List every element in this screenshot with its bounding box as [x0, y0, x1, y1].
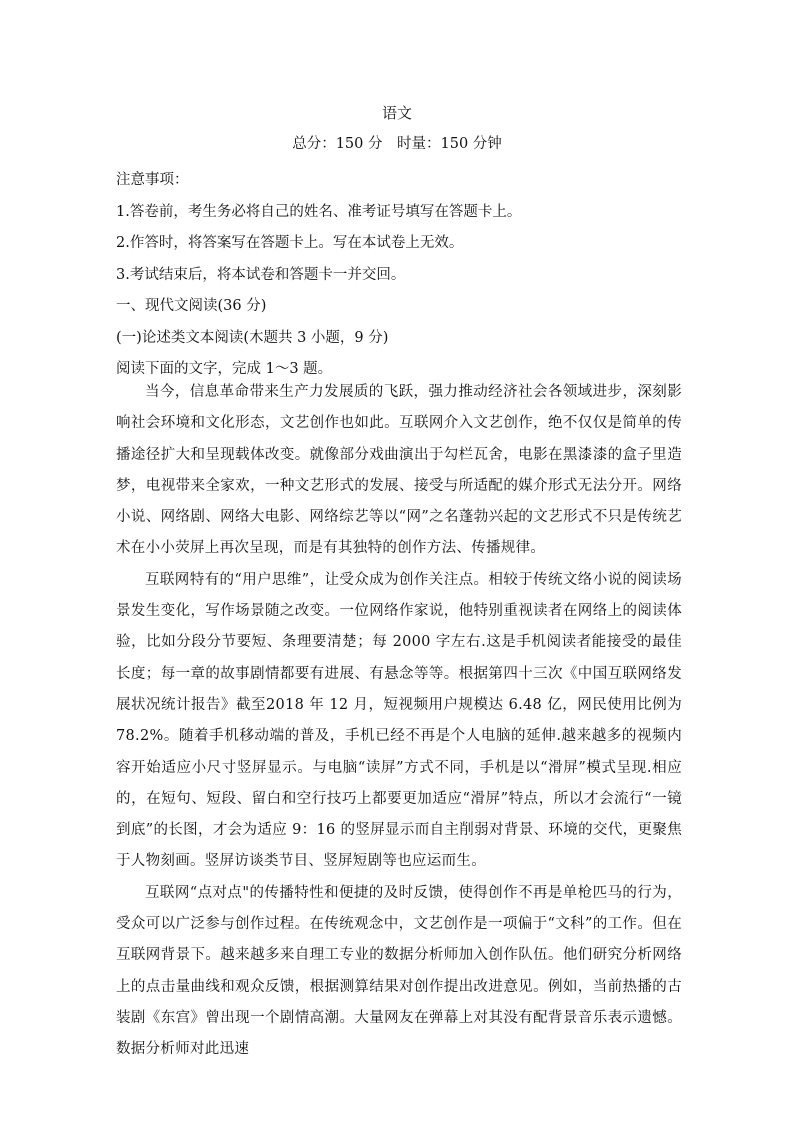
page-subtitle: 总分：150 分 时量：150 分钟: [292, 136, 502, 152]
reading-passage: [116, 377, 682, 1066]
section-heading: 一、现代文阅读(36 分): [116, 298, 267, 314]
notes-heading: 注意事项：: [116, 172, 189, 188]
notes-item: 1.答卷前，考生务必将自己的姓名、准考证号填写在答题卡上。: [116, 203, 522, 220]
passage-paragraph: 互联网“点对点"的传播特性和便捷的及时反馈，使得创作不再是单枪匹马的行为，受众可以广泛参与创作过程。在传统观念中，文艺创作是一项偏于“文科”的工作。但在互联网背景下。越来越多来自理工专业的数据分析师加入创作队伍。他们研究分析网络上的点击量曲线和观众反馈，根据测算结果对创作提出改进意见。例如，当前热播的古装剧《东宫》曾出现一个剧情高潮。大量网友在弹幕上对其没有配背景音乐表示遗憾。数据分析师对此迅速: [116, 884, 682, 1058]
notes-section: [116, 165, 682, 291]
subsection-heading: (一)论述类文本阅读(木题共 3 小题，9 分): [116, 329, 389, 346]
notes-item: 3.考试结束后，将本试卷和答题卡一并交回。: [116, 266, 406, 283]
notes-item: 2.作答时，将答案写在答题卡上。写在本试卷上无效。: [116, 235, 464, 251]
passage-paragraph: 当今，信息革命带来生产力发展质的飞跃，强力推动经济社会各领域进步，深刻影响社会环境和文化形态，文艺创作也如此。互联网介入文艺创作，绝不仅仅是简单的传播途径扩大和呈现载体改变。就像部分戏曲演出于勾栏瓦舍，电影在黑漆漆的盒子里造梦，电视带来全家欢，一种文艺形式的发展、接受与所适配的媒介形式无法分开。网络小说、网络剧、网络大电影、网络综艺等以“网”之名蓬勃兴起的文艺形式不只是传统艺术在小小荧屏上再次呈现，而是有其独特的创作方法、传播规律。: [116, 384, 682, 557]
passage-paragraph: 互联网特有的“用户思维”，让受众成为创作关注点。相较于传统文络小说的阅读场景发生变化，写作场景随之改变。一位网络作家说，他特别重视读者在网络上的阅读体验，比如分段分节要短、条理要清楚；每 2000 字左右.这是手机阅读者能接受的最佳长度；每一章的故事剧情都要有进展、有悬念等等。根据第四十三次《中国互联网络发展状况统计报告》截至2018 年 12 月，短视频用户规模达 6.48 亿，网民使用比例为 78.2%。随着手机移动端的普及，手机已经不再是个人电脑的延伸.越来越多的视频内容开始适应小尺寸竖屏显示。与电脑“读屏”方式不同，手机是以“滑屏”模式呈现.相应的，在短句、短段、留白和空行技巧上都要更加适应“滑屏”特点，所以才会流行“一镜到底”的长图，才会为适应 9：16 的竖屏显示而自主削弱对背景、环境的交代，更聚焦于人物刻画。竖屏访谈类节目、竖屏短剧等也应运而生。: [116, 571, 682, 870]
reading-instruction: 阅读下面的文字，完成 1～3 题。: [116, 361, 333, 377]
page-title: 语文: [381, 104, 412, 122]
section-headings: [116, 291, 682, 386]
